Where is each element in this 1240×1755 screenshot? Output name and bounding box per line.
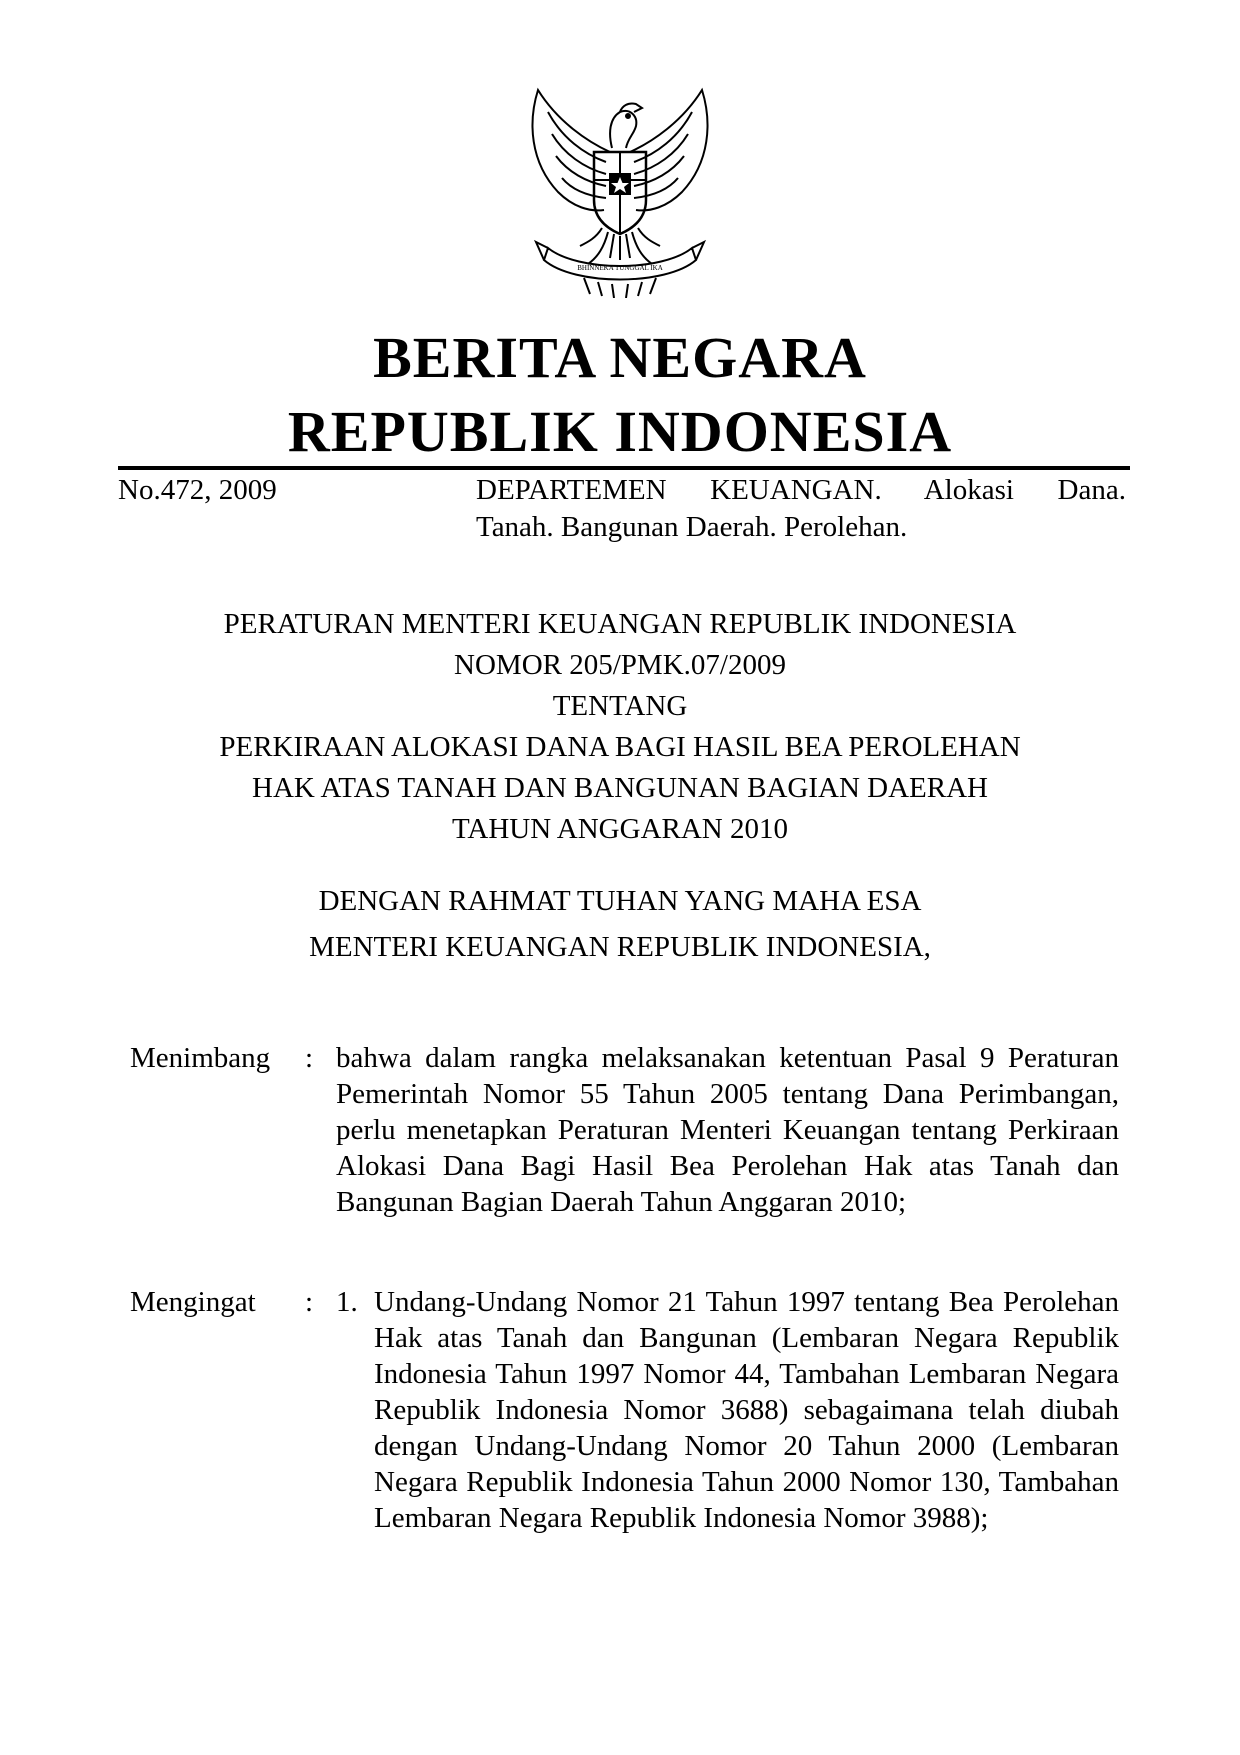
regulation-subject-line2: HAK ATAS TANAH DAN BANGUNAN BAGIAN DAERAH [252,772,988,804]
masthead-title-line1: BERITA NEGARA [373,325,867,390]
preamble-line2: MENTERI KEUANGAN REPUBLIK INDONESIA, [309,931,931,963]
mengingat-item-number: 1. [336,1286,358,1318]
regulation-heading [0,604,1240,850]
regulation-number: NOMOR 205/PMK.07/2009 [454,649,786,681]
menimbang-label: Menimbang [130,1042,271,1074]
mengingat-label: Mengingat [130,1286,256,1318]
menimbang-text: bahwa dalam rangka melaksanakan ketentuan Pasal 9 Peraturan Pemerintah Nomor 55 Tahun 2005 tentang Dana Perimbangan, perlu menetapkan Peraturan Menteri Keuangan tentang Perkiraan Alokasi Dana Bagi Hasil Bea Perolehan Hak atas Tanah dan Bangunan Bagian Daerah Tahun Anggaran 2010; [336,1042,1119,1218]
masthead-divider [118,466,1130,470]
menimbang-colon: : [305,1042,314,1074]
regulation-subject-line1: PERKIRAAN ALOKASI DANA BAGI HASIL BEA PEROLEHAN [219,731,1021,763]
document-number: No.472, 2009 [118,474,277,506]
preamble [0,878,1240,970]
mengingat-colon: : [305,1286,314,1318]
regulation-tentang: TENTANG [552,690,688,722]
mengingat-item-text: Undang-Undang Nomor 21 Tahun 1997 tentang Bea Perolehan Hak atas Tanah dan Bangunan (Lembaran Negara Republik Indonesia Tahun 1997 Nomor 44, Tambahan Lembaran Negara Republik Indonesia Nomor 3688) sebagaimana telah diubah dengan Undang-Undang Nomor 20 Tahun 2000 (Lembaran Negara Republik Indonesia Tahun 2000 Nomor 130, Tambahan Lembaran Negara Republik Indonesia Nomor 3988); [374,1286,1119,1534]
department-keywords-line1: DEPARTEMEN KEUANGAN. Alokasi Dana. [476,474,1126,506]
masthead-title-line2: REPUBLIK INDONESIA [287,399,953,464]
regulation-title: PERATURAN MENTERI KEUANGAN REPUBLIK INDONESIA [223,608,1017,640]
regulation-subject-line3: TAHUN ANGGARAN 2010 [451,813,788,845]
preamble-line1: DENGAN RAHMAT TUHAN YANG MAHA ESA [318,885,922,917]
department-keywords-line2: Tanah. Bangunan Daerah. Perolehan. [476,511,908,543]
emblem-motto: BHINNEKA TUNGGAL IKA [577,264,663,272]
garuda-emblem-icon [518,82,722,298]
